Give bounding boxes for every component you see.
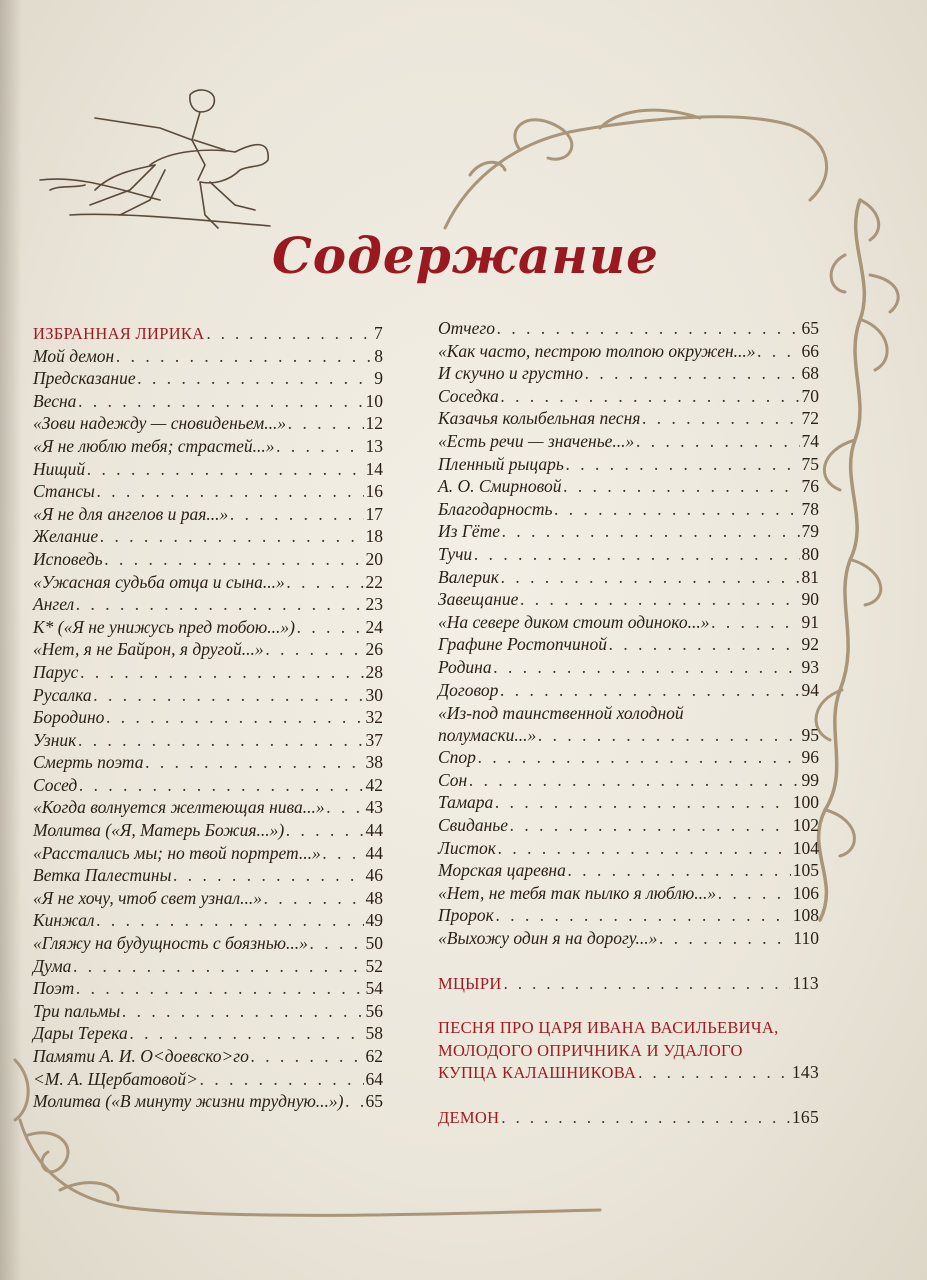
toc-section-mtsyri (438, 973, 819, 996)
dot-leader (636, 431, 799, 452)
toc-entry-title: Спор (438, 747, 476, 768)
dot-leader (501, 386, 800, 407)
toc-page-number: 99 (801, 769, 819, 790)
toc-entry-title-line1: «Из-под таинственной холодной (438, 703, 684, 724)
toc-page-number: 100 (792, 792, 819, 813)
toc-page-number: 75 (801, 453, 819, 474)
toc-entry-title: Свиданье (438, 815, 509, 836)
toc-entry-title: Графине Ростопчиной (438, 634, 607, 655)
dot-leader (659, 928, 791, 949)
toc-entry-title: Парус (33, 661, 79, 682)
toc-entry-title: Тучи (438, 543, 473, 564)
dot-leader (122, 1001, 363, 1022)
toc-page-number: 79 (801, 521, 819, 542)
dot-leader (496, 905, 791, 926)
toc-entry (438, 815, 819, 838)
dot-leader (87, 459, 363, 480)
dot-leader (73, 956, 363, 977)
toc-entry (33, 1091, 383, 1114)
dot-leader (638, 1063, 790, 1083)
toc-page-number: 20 (365, 548, 383, 569)
toc-entry (33, 504, 383, 527)
toc-page-number: 50 (365, 933, 383, 954)
toc-entry (33, 775, 383, 798)
toc-page-number: 70 (801, 385, 819, 406)
toc-entry-title: «Я не люблю тебя; страстей...» (33, 435, 275, 456)
toc-entry (33, 956, 383, 979)
toc-page-number: 32 (365, 707, 383, 728)
dot-leader (206, 324, 372, 344)
toc-entry (33, 933, 383, 956)
toc-entry-title: Предсказание (33, 368, 136, 389)
toc-page-number: 92 (801, 634, 819, 655)
toc-entry-title: Три пальмы (33, 1000, 121, 1021)
toc-entry (33, 436, 383, 459)
dot-leader (96, 910, 363, 931)
toc-entry-title: Договор (438, 679, 499, 700)
toc-entry (33, 797, 383, 820)
toc-entry-title: Мой демон (33, 345, 115, 366)
toc-page-number: 96 (801, 747, 819, 768)
toc-entry-title: Сосед (33, 774, 78, 795)
toc-page-number: 106 (792, 882, 819, 903)
toc-entry-title: Соседка (438, 385, 499, 406)
dot-leader (711, 612, 799, 633)
toc-entry-title: Памяти А. И. О<доевско>го (33, 1046, 249, 1066)
toc-page-number: 72 (801, 408, 819, 429)
dot-leader (498, 838, 791, 859)
dot-leader (327, 797, 364, 818)
dot-leader (495, 792, 790, 813)
toc-entry-title: Стансы (33, 481, 95, 502)
dot-leader (497, 318, 800, 339)
toc-entry (438, 612, 819, 635)
toc-entry (33, 1069, 383, 1092)
dot-leader (568, 860, 791, 881)
toc-entry (33, 481, 383, 504)
toc-entry-title: Узник (33, 729, 77, 750)
toc-section-demon (438, 1107, 819, 1130)
toc-page-number: 22 (365, 571, 383, 592)
toc-entry-title: Весна (33, 390, 77, 411)
toc-page-number: 143 (791, 1062, 819, 1083)
toc-entry-title: <М. А. Щербатовой> (33, 1068, 198, 1089)
toc-entry-title: Русалка (33, 684, 92, 705)
toc-entry (438, 883, 819, 906)
toc-entry-title: Молитва («В минуту жизни трудную...») (33, 1091, 344, 1112)
toc-entry-title: «Я не для ангелов и рая...» (33, 503, 229, 524)
toc-entry-title: Пророк (438, 905, 494, 926)
toc-page-number: 104 (792, 837, 819, 858)
toc-page-number: 44 (365, 820, 383, 841)
toc-page-number: 37 (365, 729, 383, 750)
dot-leader (609, 634, 800, 655)
dot-leader (173, 865, 363, 886)
toc-entry-title: Завещание (438, 589, 519, 610)
toc-entry (33, 549, 383, 572)
toc-entry (438, 521, 819, 544)
toc-left-column (33, 323, 383, 1114)
toc-page-number: 10 (365, 390, 383, 411)
dot-leader (510, 815, 791, 836)
toc-page-number: 78 (801, 498, 819, 519)
toc-entry (438, 792, 819, 815)
toc-entry (438, 860, 819, 883)
toc-page-number: 90 (801, 589, 819, 610)
toc-page-number: 46 (365, 865, 383, 886)
toc-entry-title: Листок (438, 837, 496, 858)
toc-entry-title: Смерть поэта (33, 752, 144, 773)
toc-page-number: 38 (365, 752, 383, 773)
toc-page-number: 65 (365, 1091, 383, 1112)
toc-section-entry (33, 323, 383, 346)
toc-entry (33, 730, 383, 753)
dot-leader (76, 978, 363, 999)
section-title-line1: ПЕСНЯ ПРО ЦАРЯ ИВАНА ВАСИЛЬЕВИЧА, (438, 1018, 779, 1038)
toc-page-number: 44 (365, 842, 383, 863)
toc-page-number: 56 (365, 1000, 383, 1021)
dot-leader (554, 499, 799, 520)
toc-entry-title: «Зови надежду — сновиденьем...» (33, 413, 287, 434)
toc-entry-title: Желание (33, 526, 99, 547)
toc-entry-title: Пленный рыцарь (438, 453, 564, 474)
toc-entry-title: «Нет, не тебя так пылко я люблю...» (438, 882, 717, 903)
dot-leader (116, 346, 372, 367)
toc-entry-title: Морская царевна (438, 860, 566, 881)
dot-leader (500, 680, 799, 701)
toc-entry (438, 770, 819, 793)
toc-entry (33, 910, 383, 933)
toc-entry-title: Поэт (33, 978, 75, 999)
toc-entry (438, 431, 819, 454)
dot-leader (323, 843, 364, 864)
dot-leader (501, 567, 800, 588)
toc-page-number: 58 (365, 1023, 383, 1044)
toc-entry (438, 567, 819, 590)
toc-entry (33, 639, 383, 662)
toc-entry (33, 346, 383, 369)
toc-page-number: 16 (365, 481, 383, 502)
toc-entry (33, 707, 383, 730)
toc-entry-title: «Выхожу один я на дорогу...» (438, 928, 658, 949)
toc-entry (33, 526, 383, 549)
toc-entry-title: ИЗБРАННАЯ ЛИРИКА (33, 324, 205, 343)
toc-entry (33, 820, 383, 843)
toc-entry (438, 928, 819, 951)
toc-page-number: 17 (365, 503, 383, 524)
toc-entry (438, 408, 819, 431)
toc-page-number: 95 (801, 724, 819, 745)
toc-page-number: 14 (365, 458, 383, 479)
dot-leader (494, 657, 800, 678)
toc-entry-title: Сон (438, 769, 468, 790)
toc-entry-title: «Нет, я не Байрон, я другой...» (33, 639, 264, 660)
toc-page-number: 81 (801, 566, 819, 587)
toc-page-number: 28 (365, 661, 383, 682)
toc-page-number: 9 (374, 368, 383, 389)
toc-entry-title: Родина (438, 656, 492, 677)
toc-right-column (438, 318, 819, 1130)
toc-page-number: 108 (792, 905, 819, 926)
toc-page-number: 102 (792, 815, 819, 836)
toc-entry (438, 499, 819, 522)
toc-entry-title: «Я не хочу, чтоб свет узнал...» (33, 887, 262, 908)
toc-entry (438, 544, 819, 567)
toc-entry (33, 391, 383, 414)
toc-page-number: 13 (365, 435, 383, 456)
toc-entry-title: Нищий (33, 458, 86, 479)
toc-entry-title: «Ужасная судьба отца и сына...» (33, 571, 285, 592)
dot-leader (230, 504, 363, 525)
toc-entry (33, 368, 383, 391)
dot-leader (94, 685, 364, 706)
toc-page-number: 62 (365, 1046, 383, 1066)
toc-page-number: 64 (365, 1068, 383, 1089)
dot-leader (566, 454, 800, 475)
toc-entry-title: Казачья колыбельная песня (438, 408, 641, 429)
toc-page-number: 43 (365, 797, 383, 818)
toc-page-number: 26 (365, 639, 383, 660)
toc-entry (438, 905, 819, 928)
toc-page-number: 93 (801, 656, 819, 677)
dot-leader (78, 391, 363, 412)
section-title: МЦЫРИ (438, 973, 502, 993)
toc-entry-title: «Есть речи — значенье...» (438, 430, 635, 451)
toc-entry-title: Валерик (438, 566, 499, 587)
toc-page-number: 110 (793, 928, 819, 949)
dot-leader (642, 408, 799, 429)
dot-leader (286, 820, 363, 841)
toc-entry-title: А. О. Смирновой (438, 476, 562, 497)
toc-page-number: 18 (365, 526, 383, 547)
toc-entry (438, 657, 819, 680)
dot-leader (264, 888, 364, 909)
toc-entry-title: Из Гёте (438, 521, 500, 542)
toc-entry (33, 413, 383, 436)
section-title-line3: КУПЦА КАЛАШНИКОВА (438, 1063, 637, 1083)
toc-entry-title: «Когда волнуется желтеющая нива...» (33, 797, 325, 818)
toc-page-number: 76 (801, 476, 819, 497)
dot-leader (501, 1108, 790, 1128)
toc-entry-title: Отчего (438, 318, 495, 338)
toc-entry-title: Бородино (33, 707, 105, 728)
toc-entry (33, 865, 383, 888)
toc-entry (438, 838, 819, 861)
toc-page-number: 113 (792, 972, 819, 993)
toc-entry-title: «На севере диком стоит одиноко...» (438, 611, 710, 632)
toc-entry-title: К* («Я не унижусь пред тобою...») (33, 616, 295, 637)
toc-right-list (438, 318, 819, 702)
toc-section-pesnya (438, 1017, 819, 1085)
toc-entry-title: Ветка Палестины (33, 865, 172, 886)
toc-right-list-cont (438, 747, 819, 950)
toc-entry (33, 685, 383, 708)
toc-multiline-entry (438, 702, 819, 747)
dot-leader (138, 368, 373, 389)
section-title-line2: МОЛОДОГО ОПРИЧНИКА И УДАЛОГО (438, 1040, 743, 1060)
toc-entry (438, 589, 819, 612)
toc-entry (438, 747, 819, 770)
dot-leader (105, 549, 364, 570)
dot-leader (563, 476, 799, 497)
toc-entry-title: Тамара (438, 792, 494, 813)
toc-entry-title-line2: полумаски...» (438, 724, 537, 745)
toc-entry (33, 888, 383, 911)
toc-entry (33, 978, 383, 1001)
toc-entry-title: Дары Терека (33, 1023, 128, 1044)
dot-leader (288, 413, 363, 434)
dot-leader (310, 933, 364, 954)
toc-page-number: 48 (365, 887, 383, 908)
toc-entry (33, 752, 383, 775)
dot-leader (478, 747, 800, 768)
section-title: ДЕМОН (438, 1108, 500, 1127)
toc-entry (438, 680, 819, 703)
toc-entry-title: «Как часто, пестрою толпою окружен...» (438, 340, 756, 361)
toc-page-number: 66 (801, 340, 819, 361)
toc-page-number: 52 (365, 955, 383, 976)
dot-leader (79, 775, 363, 796)
dot-leader (504, 974, 791, 994)
toc-page-number: 24 (365, 616, 383, 637)
dot-leader (758, 341, 800, 362)
dot-leader (538, 725, 799, 746)
toc-page-number: 65 (801, 318, 819, 338)
dot-leader (520, 589, 799, 610)
dot-leader (100, 526, 363, 547)
toc-entry-title: Дума (33, 955, 72, 976)
toc-page-number: 7 (373, 323, 383, 343)
toc-page-number: 94 (801, 679, 819, 700)
toc-entry (438, 386, 819, 409)
dot-leader (130, 1023, 364, 1044)
toc-entry-title: Молитва («Я, Матерь Божия...») (33, 820, 285, 841)
toc-entry (33, 572, 383, 595)
toc-page-number: 12 (365, 413, 383, 434)
toc-entry (33, 459, 383, 482)
dot-leader (469, 770, 799, 791)
toc-entry (33, 1001, 383, 1024)
dot-leader (200, 1069, 364, 1090)
toc-entry (33, 617, 383, 640)
toc-entry (33, 843, 383, 866)
dot-leader (76, 594, 363, 615)
toc-entry (33, 1023, 383, 1046)
toc-entry (33, 594, 383, 617)
dot-leader (585, 363, 800, 384)
toc-entry (438, 476, 819, 499)
toc-entry (438, 634, 819, 657)
dot-leader (266, 639, 364, 660)
toc-entry-title: Исповедь (33, 548, 103, 569)
toc-entry (33, 1046, 383, 1069)
toc-page-number: 30 (365, 684, 383, 705)
dot-leader (145, 752, 363, 773)
dot-leader (97, 481, 364, 502)
toc-entry (438, 725, 819, 748)
toc-page-number: 74 (801, 430, 819, 451)
toc-entry-title: «Гляжу на будущность с боязнью...» (33, 933, 308, 954)
toc-entry-title: Ангел (33, 594, 75, 615)
toc-page-number: 105 (792, 860, 819, 881)
dot-leader (80, 662, 363, 683)
toc-entry-title: И скучно и грустно (438, 363, 583, 384)
toc-page-number: 165 (791, 1107, 819, 1127)
toc-entry (438, 454, 819, 477)
dot-leader (474, 544, 799, 565)
toc-entry-title: Благодарность (438, 498, 553, 519)
toc-entry (438, 1062, 819, 1085)
dot-leader (502, 521, 800, 542)
dot-leader (276, 436, 363, 457)
toc-page-number: 91 (801, 611, 819, 632)
toc-page-number: 80 (801, 543, 819, 564)
toc-page-number: 42 (365, 774, 383, 795)
toc-page-number: 68 (801, 363, 819, 384)
toc-page-number: 23 (365, 594, 383, 615)
toc-entry-title: Кинжал (33, 910, 95, 931)
toc-entry-title: «Расстались мы; но твой портрет...» (33, 842, 321, 863)
toc-page-number: 54 (365, 978, 383, 999)
toc-entry (33, 662, 383, 685)
dot-leader (106, 707, 363, 728)
dot-leader (297, 617, 364, 638)
dot-leader (346, 1091, 364, 1112)
dot-leader (287, 572, 364, 593)
toc-entry (438, 363, 819, 386)
toc-page-number: 49 (365, 910, 383, 931)
page-title: Содержание (272, 226, 659, 285)
toc-page-number: 8 (374, 345, 383, 366)
dot-leader (78, 730, 363, 751)
dot-leader (718, 883, 791, 904)
dot-leader (251, 1046, 364, 1067)
toc-entry (438, 341, 819, 364)
toc-entry (438, 318, 819, 341)
